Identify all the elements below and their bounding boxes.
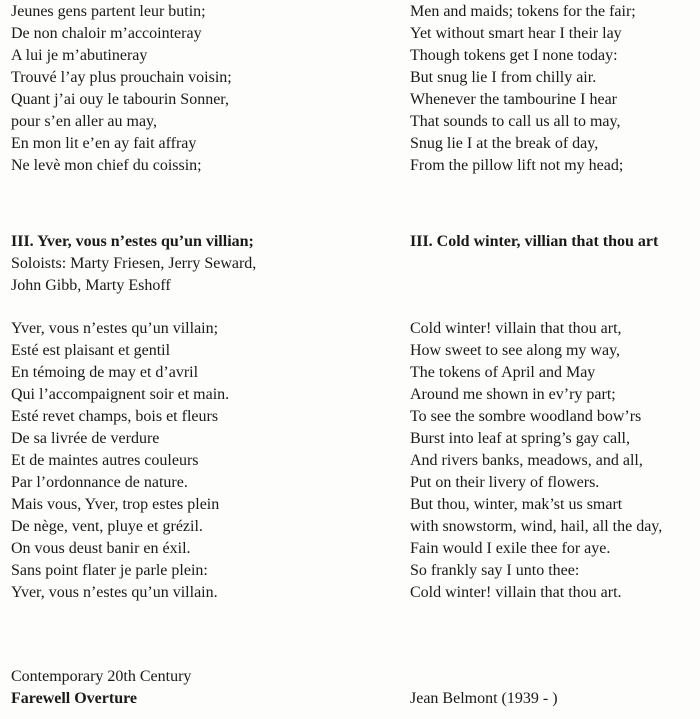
french-line: Esté revet champs, bois et fleurs — [11, 408, 219, 425]
english-heading: III. Cold winter, villian that thou art — [410, 233, 659, 250]
english-line: Men and maids; tokens for the fair; — [410, 3, 636, 20]
english-line: Cold winter! villain that thou art. — [410, 584, 622, 601]
english-line: But snug lie I from chilly air. — [410, 69, 597, 86]
soloists-line: Soloists: Marty Friesen, Jerry Seward, — [11, 255, 257, 272]
french-line: Mais vous, Yver, trop estes plein — [11, 496, 220, 513]
french-line: Yver, vous n’estes qu’un villain; — [11, 320, 219, 337]
french-line: Esté est plaisant et gentil — [11, 342, 171, 359]
french-stanza-2 — [11, 318, 229, 604]
french-line: Trouvé l’ay plus prouchain voisin; — [11, 69, 232, 86]
english-line: But thou, winter, mak’st us smart — [410, 496, 623, 513]
french-line: pour s’en aller au may, — [11, 113, 158, 130]
footer-left — [11, 666, 191, 710]
english-line: The tokens of April and May — [410, 364, 596, 381]
french-line: En mon lit e’en ay fait affray — [11, 135, 197, 152]
french-line: Yver, vous n’estes qu’un villain. — [11, 584, 218, 601]
english-line: How sweet to see along my way, — [410, 342, 621, 359]
english-line: So frankly say I unto thee: — [410, 562, 580, 579]
french-line: A lui je m’abutineray — [11, 47, 148, 64]
french-line: En témoing de may et d’avril — [11, 364, 199, 381]
french-line: Qui l’accompaignent soir et main. — [11, 386, 230, 403]
french-line: Par l’ordonnance de nature. — [11, 474, 188, 491]
french-line: De sa livrée de verdure — [11, 430, 160, 447]
english-line: Snug lie I at the break of day, — [410, 135, 599, 152]
english-line: That sounds to call us all to may, — [410, 113, 621, 130]
english-line: Yet without smart hear I their lay — [410, 25, 622, 42]
footer-composer: Jean Belmont (1939 - ) — [410, 690, 558, 707]
english-line: To see the sombre woodland bow’rs — [410, 408, 642, 425]
english-line: From the pillow lift not my head; — [410, 157, 624, 174]
french-line: Ne levè mon chief du coissin; — [11, 157, 202, 174]
english-stanza-1 — [410, 1, 636, 177]
english-section-header — [410, 231, 658, 253]
french-line: Et de maintes autres couleurs — [11, 452, 199, 469]
french-line: Quant j’ai ouy le tabourin Sonner, — [11, 91, 229, 108]
english-line: Put on their livery of flowers. — [410, 474, 600, 491]
footer-right — [410, 688, 558, 710]
english-line: Burst into leaf at spring’s gay call, — [410, 430, 630, 447]
soloists-line: John Gibb, Marty Eshoff — [11, 277, 171, 294]
english-line: Though tokens get I none today: — [410, 47, 618, 64]
french-section-header — [11, 231, 256, 297]
english-line: Whenever the tambourine I hear — [410, 91, 618, 108]
english-stanza-2 — [410, 318, 662, 604]
french-line: Jeunes gens partent leur butin; — [11, 3, 206, 20]
french-stanza-1 — [11, 1, 232, 177]
french-line: De non chaloir m’accointeray — [11, 25, 202, 42]
english-line: Fain would I exile thee for aye. — [410, 540, 611, 557]
french-heading: III. Yver, vous n’estes qu’un villian; — [11, 233, 254, 250]
english-line: with snowstorm, wind, hail, all the day, — [410, 518, 663, 535]
french-line: De nège, vent, pluye et grézil. — [11, 518, 203, 535]
english-line: Cold winter! villain that thou art, — [410, 320, 622, 337]
footer-title: Farewell Overture — [11, 690, 138, 707]
english-line: Around me shown in ev’ry part; — [410, 386, 616, 403]
french-line: Sans point flater je parle plein: — [11, 562, 208, 579]
footer-period: Contemporary 20th Century — [11, 668, 192, 685]
english-line: And rivers banks, meadows, and all, — [410, 452, 643, 469]
french-line: On vous deust banir en éxil. — [11, 540, 191, 557]
